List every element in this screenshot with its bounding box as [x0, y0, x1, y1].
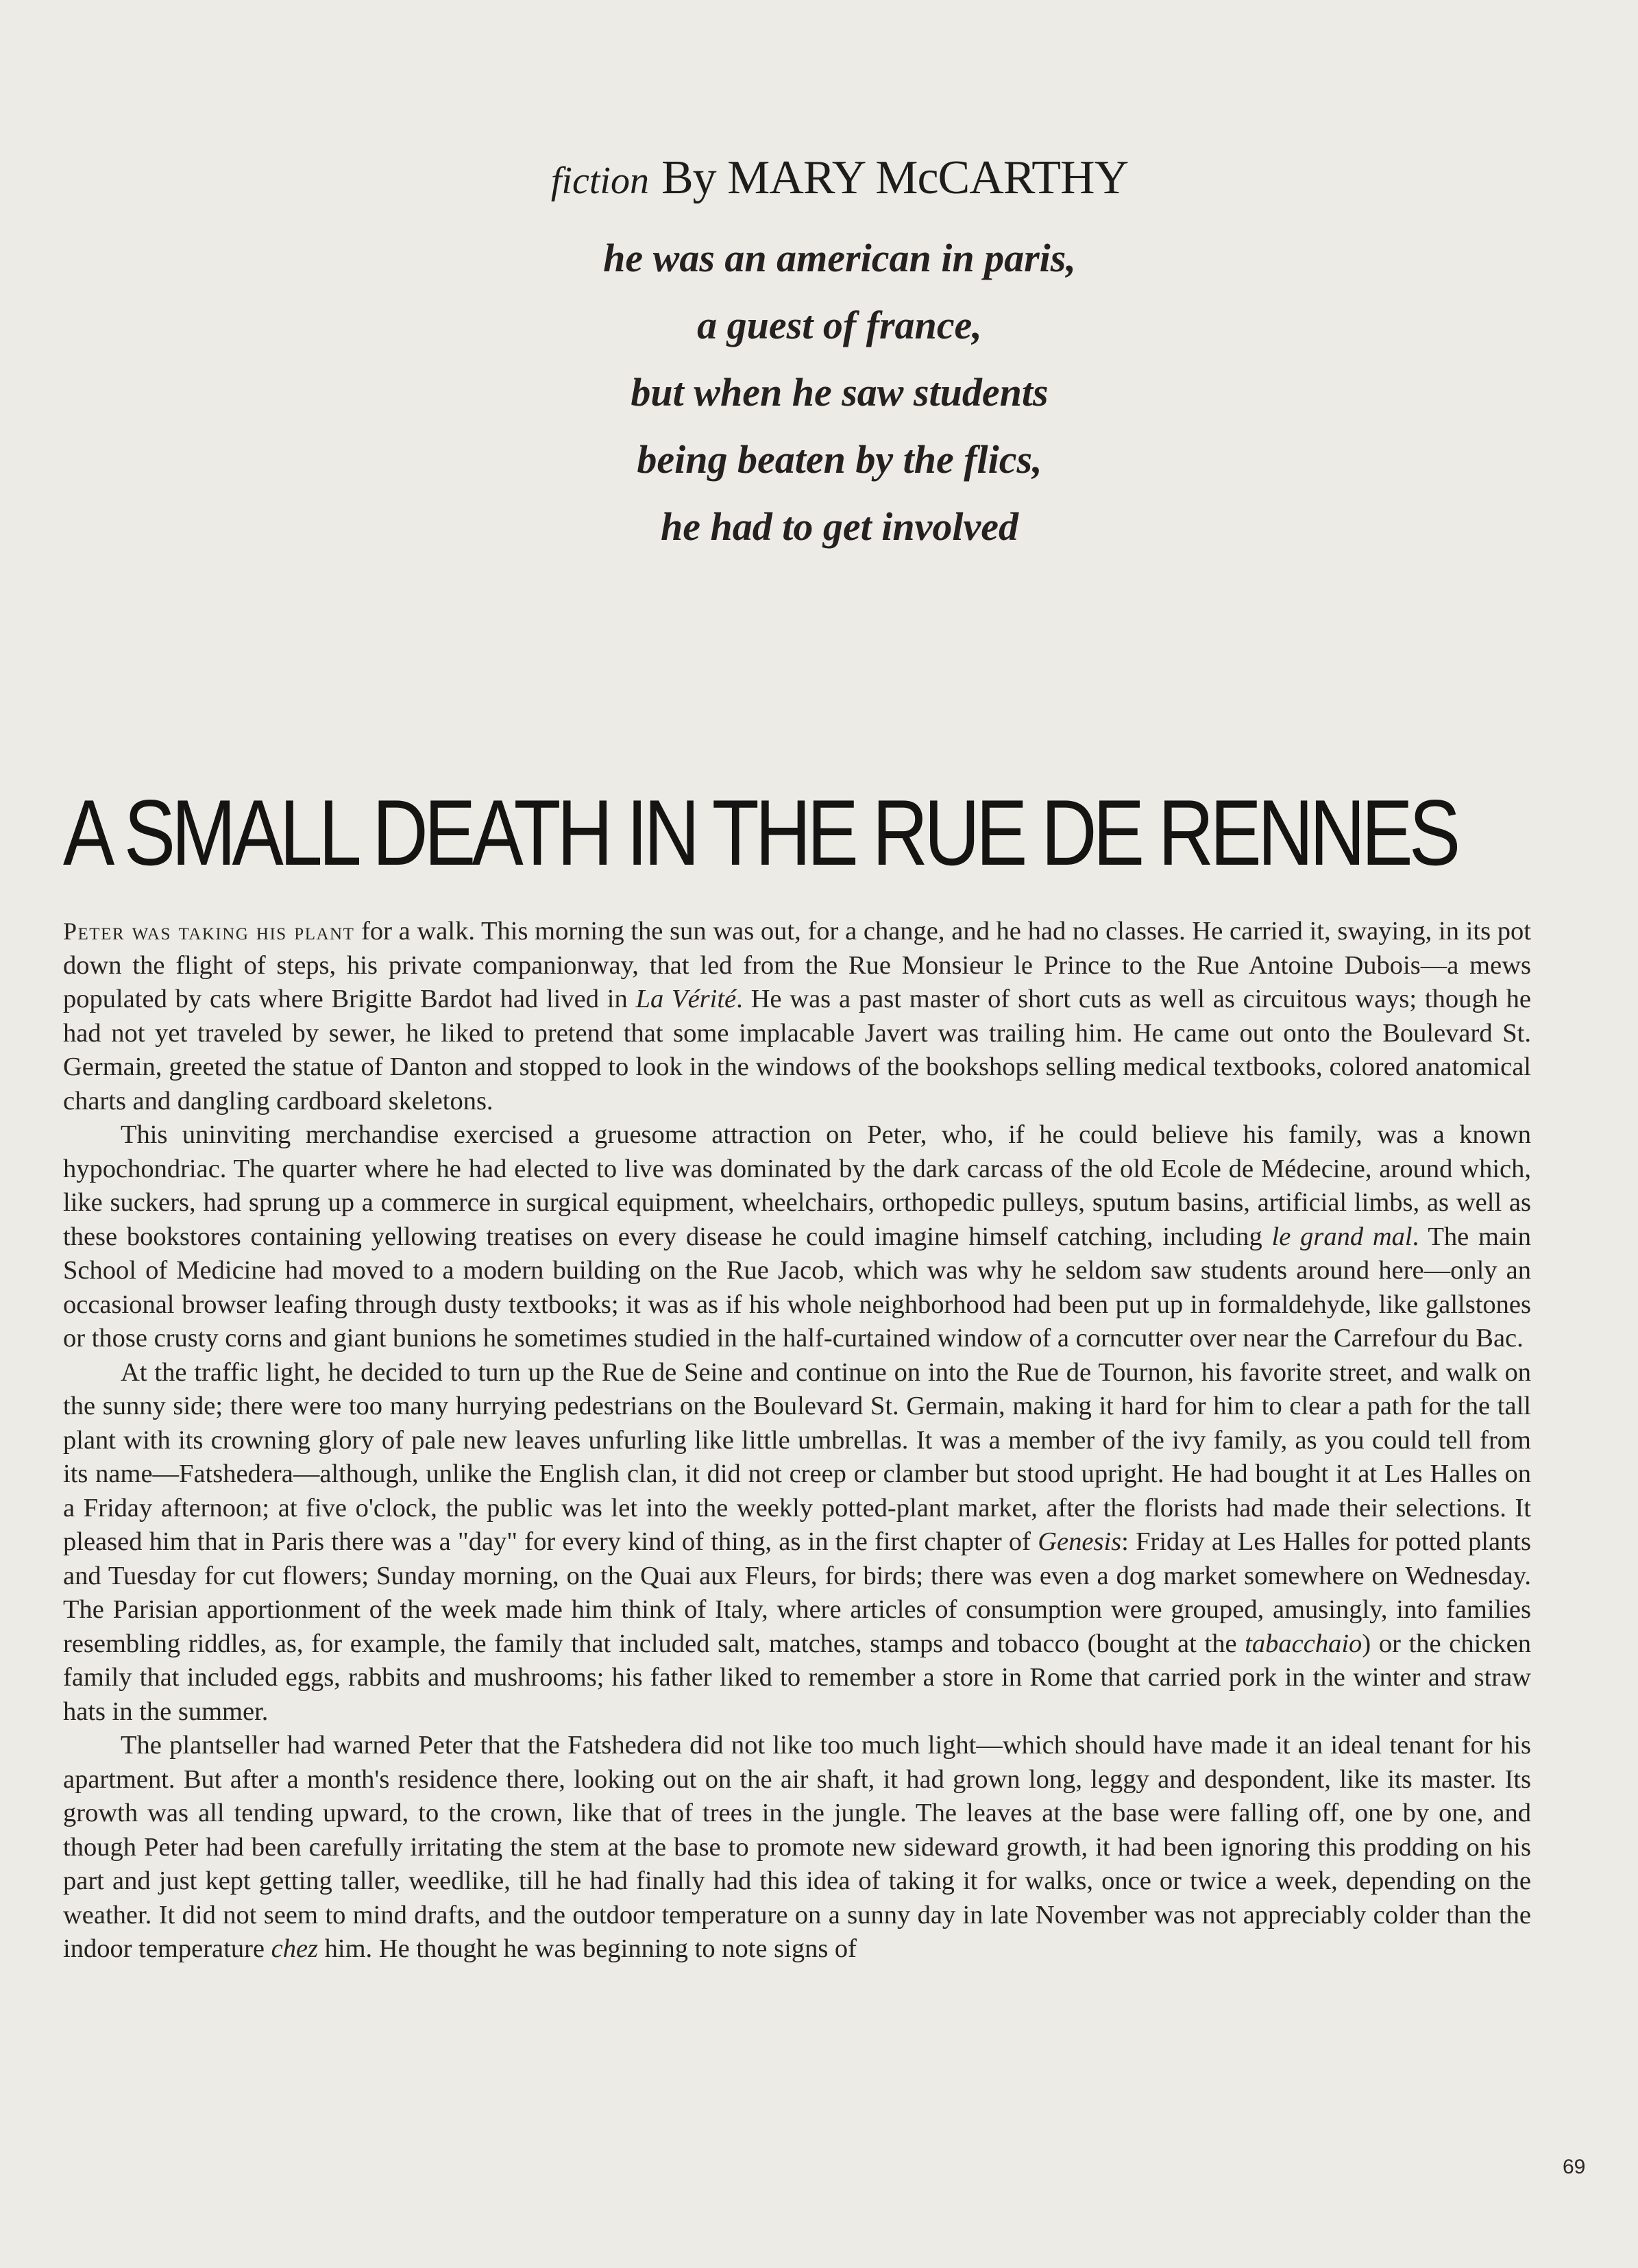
paragraph-3-text-b: : Friday at Les Halles for potted plants and Tuesday for cut flowers; Sunday morning, on the Quai aux Fleurs, for birds; there was even a dog market somewhere on Wednesday. The Parisian apportionment of the week made him think of Italy, where articles of consumption were grouped, amusingly, into families resembling riddles, as, for example, the family that included salt, matches, stamps and tobacco (bought at the: [63, 1527, 1531, 1658]
deck: [0, 225, 1638, 560]
author-byline: By MARY McCARTHY: [661, 151, 1129, 204]
paragraph-3-text-a: At the traffic light, he decided to turn up the Rue de Seine and continue on into the Rue de Tournon, his favorite street, and walk on the sunny side; there were too many hurrying pedestrians on the Boulevard St. Germain, making it hard for him to clear a path for the tall plant with its crowning glory of pale new leaves unfurling like little umbrellas. It was a member of the ivy family, as you could tell from its name—Fatshedera—although, unlike the English clan, it did not creep or clamber but stood upright. He had bought it at Les Halles on a Friday afternoon; at five o'clock, the public was let into the weekly potted-plant market, after the florists had made their selections. It pleased him that in Paris there was a "day" for every kind of thing, as in the first chapter of: [63, 1357, 1531, 1556]
deck-line-3: but when he saw students: [631, 370, 1049, 415]
deck-line-4: being beaten by the flics,: [637, 437, 1042, 482]
paragraph-2: [63, 1118, 1531, 1356]
paragraph-1-text-b: . He was a past master of short cuts as well as circuitous ways; though he had not yet traveled by sewer, he liked to pretend that some implacable Javert was trailing him. He came out onto the Boulevard St. Germain, greeted the statue of Danton and stopped to look in the windows of the bookshops selling medical textbooks, colored anatomical charts and dangling cardboard skeletons.: [63, 985, 1532, 1115]
section-label: fiction: [550, 160, 649, 202]
paragraph-4: [63, 1729, 1531, 1967]
paragraph-4-italic: chez: [271, 1934, 319, 1963]
paragraph-1: [63, 915, 1531, 1118]
article-body: [63, 915, 1531, 1967]
paragraph-2-text-b: . The main School of Medicine had moved to a modern building on the Rue Jacob, which was why he seldom saw students around here—only an occasional browser leafing through dusty textbooks; it was as if his whole neighborhood had been put up in formaldehyde, like gallstones or those crusty corns and giant bunions he sometimes studied in the half-curtained window of a corncutter over near the Carrefour du Bac.: [63, 1222, 1531, 1353]
paragraph-1-italic: La Vérité: [635, 985, 737, 1013]
paragraph-4-text-a: The plantseller had warned Peter that the Fatshedera did not like too much light—which should have made it an ideal tenant for his apartment. But after a month's residence there, looking out on the air shaft, it had grown long, leggy and despondent, like its master. Its growth was all tending upward, to the crown, like that of trees in the jungle. The leaves at the base were falling off, one by one, and though Peter had been carefully irritating the stem at the base to promote new sideward growth, it had been ignoring this prodding on his part and just kept getting taller, weedlike, till he had finally had this idea of taking it for walks, once or twice a week, depending on the weather. It did not seem to mind drafts, and the outdoor temperature on a sunny day in late November was not appreciably colder than the indoor temperature: [63, 1731, 1531, 1963]
deck-line-5: he had to get involved: [661, 504, 1018, 549]
story-title: A SMALL DEATH IN THE RUE DE RENNES: [63, 780, 1457, 885]
kicker-line: [41, 144, 1638, 225]
deck-line-2: a guest of france,: [697, 303, 982, 347]
story-header: [0, 144, 1638, 560]
lead-in: Peter was taking his plant: [63, 917, 355, 945]
paragraph-4-text-b: him. He thought he was beginning to note signs of: [318, 1934, 857, 1963]
paragraph-3-text-c: ) or the chicken family that included eggs, rabbits and mushrooms; his father liked to remember a store in Rome that carried pork in the winter and straw hats in the summer.: [63, 1629, 1531, 1726]
paragraph-2-text-a: This uninviting merchandise exercised a gruesome attraction on Peter, who, if he could believe his family, was a known hypochondriac. The quarter where he had elected to live was dominated by the dark carcass of the old Ecole de Médecine, around which, like suckers, had sprung up a commerce in surgical equipment, wheelchairs, orthopedic pulleys, sputum basins, artificial limbs, as well as these bookstores containing yellowing treatises on every disease he could imagine himself catching, including: [63, 1120, 1531, 1251]
paragraph-3-italic-2: tabacchaio: [1245, 1629, 1362, 1658]
paragraph-3-italic-1: Genesis: [1038, 1527, 1122, 1556]
paragraph-3: [63, 1356, 1531, 1729]
page-number: 69: [1563, 2156, 1586, 2178]
paragraph-1-text-a: for a walk. This morning the sun was out, for a change, and he had no classes. He carried it, swaying, in its pot down the flight of steps, his private companionway, that led from the Rue Monsieur le Prince to the Rue Antoine Dubois—a mews populated by cats where Brigitte Bardot had lived in: [63, 917, 1531, 1013]
deck-line-1: he was an american in paris,: [603, 236, 1076, 280]
paragraph-2-italic: le grand mal: [1271, 1222, 1413, 1251]
